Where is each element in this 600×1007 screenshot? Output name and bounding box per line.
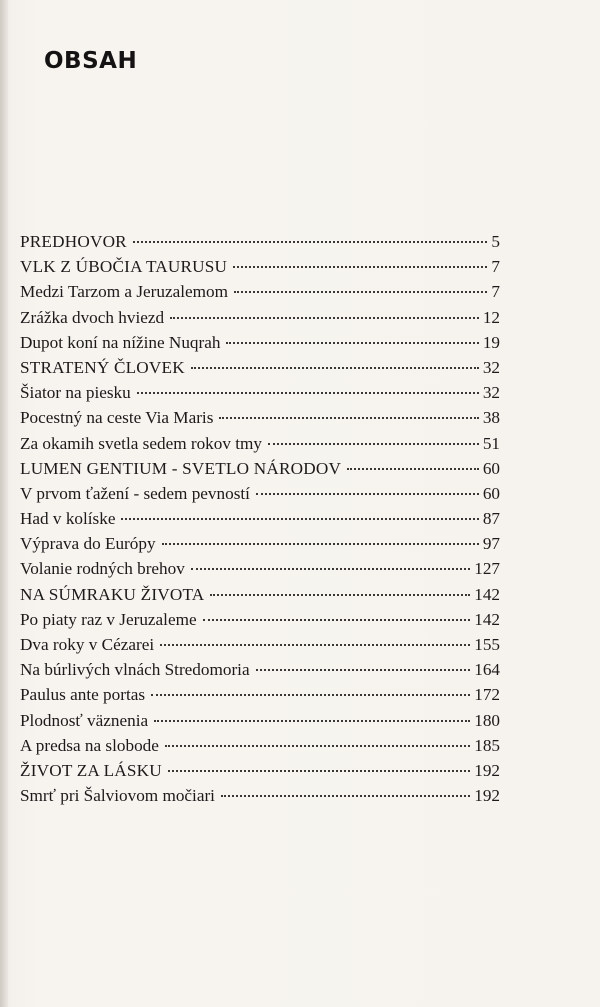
dot-leader bbox=[133, 241, 488, 243]
table-of-contents bbox=[20, 229, 500, 808]
toc-chapter-title: Plodnosť väznenia bbox=[20, 710, 149, 730]
toc-entry bbox=[20, 405, 500, 430]
toc-page-number: 192 bbox=[474, 760, 500, 780]
dot-leader bbox=[168, 770, 470, 772]
toc-part-title: ŽIVOT ZA LÁSKU bbox=[20, 760, 162, 780]
page-binding-edge bbox=[0, 0, 8, 1007]
toc-page-number: 7 bbox=[491, 282, 500, 302]
toc-chapter-title: Po piaty raz v Jeruzaleme bbox=[20, 609, 197, 629]
dot-leader bbox=[162, 543, 479, 545]
dot-leader bbox=[210, 594, 470, 596]
dot-leader bbox=[234, 291, 487, 293]
toc-entry bbox=[20, 531, 500, 556]
toc-chapter-title: Paulus ante portas bbox=[20, 685, 146, 705]
dot-leader bbox=[121, 518, 478, 520]
toc-entry bbox=[20, 582, 500, 607]
toc-page-number: 19 bbox=[482, 332, 500, 352]
dot-leader bbox=[170, 317, 479, 319]
toc-chapter-title: Dva roky v Cézarei bbox=[20, 635, 155, 654]
toc-page-number: 87 bbox=[482, 509, 500, 529]
toc-page-number: 51 bbox=[482, 433, 500, 453]
toc-page-number: 172 bbox=[474, 685, 500, 705]
dot-leader bbox=[191, 367, 479, 369]
toc-page-number: 185 bbox=[474, 735, 500, 755]
toc-entry bbox=[20, 481, 500, 506]
toc-entry bbox=[20, 254, 500, 279]
toc-chapter-title: Smrť pri Šalviovom močiari bbox=[20, 786, 215, 806]
dot-leader bbox=[154, 720, 470, 722]
toc-entry bbox=[20, 556, 500, 581]
toc-entry bbox=[20, 708, 500, 733]
toc-page-number: 7 bbox=[491, 257, 500, 277]
toc-chapter-title: Výprava do Európy bbox=[20, 534, 156, 554]
toc-entry bbox=[20, 380, 500, 405]
toc-page-number: 142 bbox=[474, 584, 500, 604]
toc-page-number: 38 bbox=[482, 408, 500, 428]
toc-chapter-title: A predsa na slobode bbox=[20, 735, 159, 755]
toc-page-number: 155 bbox=[474, 635, 500, 654]
toc-page-number: 142 bbox=[474, 609, 500, 629]
toc-chapter-title: Šiator na piesku bbox=[20, 383, 131, 403]
toc-part-title: STRATENÝ ČLOVEK bbox=[20, 357, 185, 377]
toc-chapter-title: Medzi Tarzom a Jeruzalemom bbox=[20, 282, 228, 302]
toc-page-number: 192 bbox=[474, 786, 500, 806]
toc-entry bbox=[20, 506, 500, 531]
toc-chapter-title: Pocestný na ceste Via Maris bbox=[20, 408, 214, 428]
toc-part-title: LUMEN GENTIUM - SVETLO NÁRODOV bbox=[20, 458, 342, 478]
toc-page-number: 60 bbox=[482, 458, 500, 478]
toc-page-number: 127 bbox=[474, 559, 500, 579]
toc-page-number: 180 bbox=[474, 710, 500, 730]
toc-entry bbox=[20, 330, 500, 355]
dot-leader bbox=[233, 266, 487, 268]
toc-part-title: PREDHOVOR bbox=[20, 232, 127, 251]
toc-page-number: 164 bbox=[474, 660, 500, 680]
toc-page-number: 60 bbox=[482, 483, 500, 503]
toc-chapter-title: Zrážka dvoch hviezd bbox=[20, 307, 165, 327]
dot-leader bbox=[221, 795, 470, 797]
toc-chapter-title: Volanie rodných brehov bbox=[20, 559, 185, 579]
toc-entry bbox=[20, 279, 500, 304]
toc-entry bbox=[20, 758, 500, 783]
dot-leader bbox=[203, 619, 471, 621]
toc-entry bbox=[20, 607, 500, 632]
toc-entry bbox=[20, 733, 500, 758]
toc-entry bbox=[20, 682, 500, 707]
dot-leader bbox=[160, 644, 470, 646]
toc-part-title: NA SÚMRAKU ŽIVOTA bbox=[20, 584, 205, 604]
toc-entry bbox=[20, 305, 500, 330]
dot-leader bbox=[137, 392, 479, 394]
toc-page-number: 97 bbox=[482, 534, 500, 554]
toc-chapter-title: Na búrlivých vlnách Stredomoria bbox=[20, 660, 250, 680]
toc-entry bbox=[20, 783, 500, 808]
toc-chapter-title: Za okamih svetla sedem rokov tmy bbox=[20, 433, 263, 453]
toc-entry bbox=[20, 632, 500, 657]
toc-entry bbox=[20, 355, 500, 380]
dot-leader bbox=[191, 568, 470, 570]
page-title: OBSAH bbox=[44, 48, 138, 74]
dot-leader bbox=[165, 745, 470, 747]
dot-leader bbox=[347, 468, 479, 470]
toc-page-number: 5 bbox=[491, 232, 500, 251]
toc-page-number: 32 bbox=[482, 357, 500, 377]
dot-leader bbox=[268, 443, 479, 445]
toc-chapter-title: Had v kolíske bbox=[20, 509, 116, 529]
toc-entry bbox=[20, 657, 500, 682]
dot-leader bbox=[151, 694, 470, 696]
toc-page-number: 32 bbox=[482, 383, 500, 403]
toc-entry bbox=[20, 229, 500, 254]
dot-leader bbox=[256, 493, 479, 495]
toc-chapter-title: V prvom ťažení - sedem pevností bbox=[20, 483, 250, 503]
dot-leader bbox=[219, 417, 478, 419]
toc-chapter-title: Dupot koní na nížine Nuqrah bbox=[20, 332, 221, 352]
toc-entry bbox=[20, 456, 500, 481]
toc-page-number: 12 bbox=[482, 307, 500, 327]
toc-entry bbox=[20, 431, 500, 456]
dot-leader bbox=[256, 669, 471, 671]
toc-part-title: VLK Z ÚBOČIA TAURUSU bbox=[20, 257, 228, 277]
dot-leader bbox=[226, 342, 478, 344]
